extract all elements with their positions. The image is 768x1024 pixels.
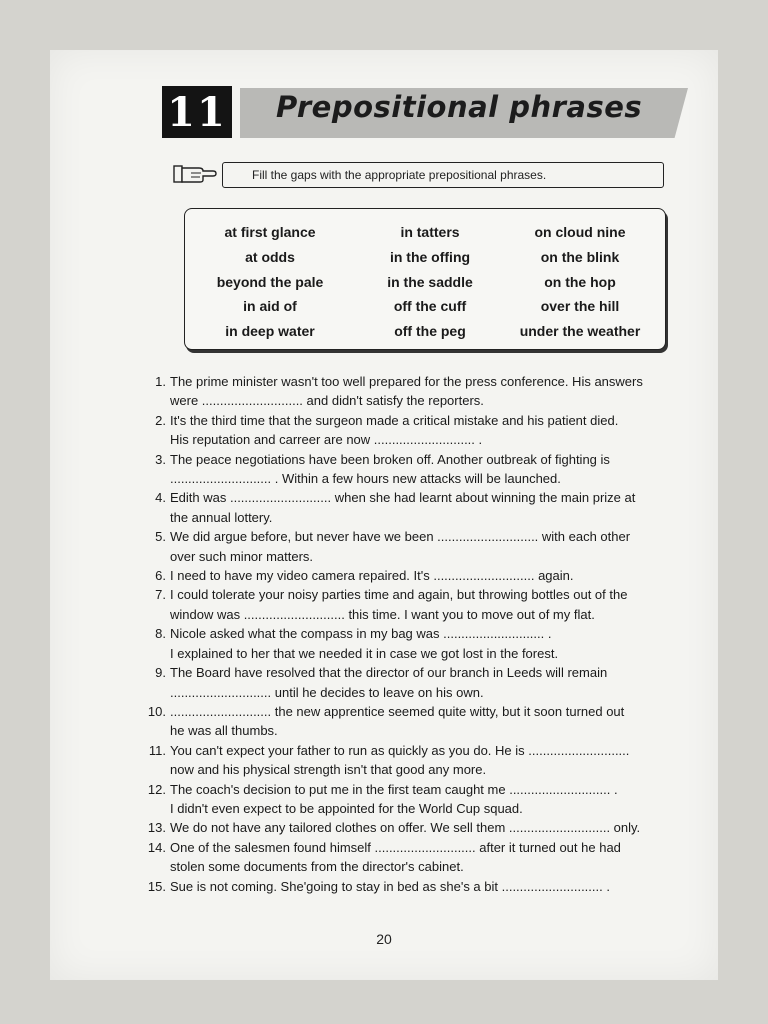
exercise-line: The Board have resolved that the director of our branch in Leeds will remain: [170, 665, 608, 681]
exercise-number: 9.: [155, 665, 166, 681]
phrase: at first glance: [224, 224, 316, 240]
exercise-item: [140, 702, 710, 741]
phrase-column-2: [350, 220, 510, 344]
unit-number-badge: 11: [162, 86, 232, 138]
exercise-line: window was ............................ this time. I want you to move out of my flat.: [170, 606, 595, 622]
exercise-line: You can't expect your father to run as quickly as you do. He is ............................: [170, 742, 630, 758]
exercise-item: [140, 372, 710, 411]
page-title: Prepositional phrases: [276, 90, 643, 124]
exercise-line: The peace negotiations have been broken off. Another outbreak of fighting is: [170, 451, 610, 467]
exercise-number: 4.: [155, 490, 166, 506]
exercise-line: We do not have any tailored clothes on offer. We sell them ............................ only.: [170, 820, 641, 836]
exercise-line: We did argue before, but never have we been ............................ with each other: [170, 529, 631, 545]
exercise-number: 2.: [155, 412, 166, 428]
exercise-line: The coach's decision to put me in the first team caught me ............................ .: [170, 781, 618, 797]
exercise-item: [140, 624, 710, 663]
phrase-column-1: [190, 220, 350, 344]
exercise-line: I explained to her that we needed it in case we got lost in the forest.: [170, 645, 559, 661]
exercise-line: I could tolerate your noisy parties time and again, but throwing bottles out of the: [170, 587, 628, 603]
phrase: on cloud nine: [534, 224, 626, 240]
exercise-line: he was all thumbs.: [170, 723, 278, 739]
exercise-line: the annual lottery.: [170, 509, 273, 525]
exercise-number: 3.: [155, 451, 166, 467]
exercise-item: [140, 566, 710, 585]
exercise-line: I didn't even expect to be appointed for the World Cup squad.: [170, 800, 523, 816]
exercise-item: [140, 488, 710, 527]
exercise-line: I need to have my video camera repaired. It's ............................ again.: [170, 568, 574, 584]
exercise-number: 7.: [155, 587, 166, 603]
exercise-line: now and his physical strength isn't that good any more.: [170, 762, 487, 778]
pointing-hand-icon: [173, 162, 219, 186]
exercise-item: [140, 450, 710, 489]
phrase: off the peg: [394, 323, 466, 340]
phrase: on the blink: [540, 248, 620, 265]
exercise-line: over such minor matters.: [170, 548, 314, 564]
exercise-number: 6.: [155, 568, 166, 584]
page-number: 20: [376, 931, 392, 947]
exercise-line: ............................ . Within a few hours new attacks will be launched.: [170, 471, 561, 487]
exercise-number: 5.: [155, 529, 166, 545]
phrase: on the hop: [544, 273, 616, 290]
exercise-item: [140, 818, 710, 837]
exercise-number: 1.: [155, 374, 166, 389]
phrase: beyond the pale: [216, 273, 324, 290]
phrase: at odds: [245, 248, 295, 265]
exercise-number: 8.: [155, 626, 166, 642]
phrase: in deep water: [225, 323, 315, 340]
exercise-item: [140, 838, 710, 877]
exercise-item: [140, 741, 710, 780]
phrase: in tatters: [400, 224, 460, 240]
exercise-item: [140, 877, 710, 896]
phrase: over the hill: [540, 298, 620, 315]
exercise-number: 11.: [148, 742, 166, 758]
exercise-line: were ............................ and didn't satisfy the reporters.: [170, 393, 484, 409]
exercise-line: Sue is not coming. She'going to stay in bed as she's a bit ............................ .: [170, 878, 610, 894]
exercise-item: [140, 585, 710, 624]
exercise-line: The prime minister wasn't too well prepared for the press conference. His answers: [170, 374, 643, 389]
phrase-column-3: [500, 220, 660, 344]
phrase: in the offing: [389, 248, 471, 265]
exercise-line: ............................ the new apprentice seemed quite witty, but it soon turned out: [170, 703, 625, 719]
exercise-item: [140, 780, 710, 819]
instruction-text: Fill the gaps with the appropriate prepositional phrases.: [252, 168, 547, 182]
worksheet-page: [50, 50, 718, 980]
exercise-item: [140, 527, 710, 566]
exercise-list: [140, 372, 710, 896]
exercise-number: 14.: [147, 839, 166, 855]
phrase: in the saddle: [387, 273, 473, 290]
exercise-line: One of the salesmen found himself ............................ after it turned out he had: [170, 839, 621, 855]
exercise-line: Edith was ............................ when she had learnt about winning the main prize at: [170, 490, 636, 506]
phrase: off the cuff: [393, 298, 467, 315]
exercise-line: Nicole asked what the compass in my bag was ............................ .: [170, 626, 552, 642]
exercise-line: It's the third time that the surgeon made a critical mistake and his patient died.: [170, 412, 619, 428]
exercise-line: stolen some documents from the director's cabinet.: [170, 859, 464, 875]
phrase: under the weather: [519, 323, 641, 340]
exercise-item: [140, 411, 710, 450]
exercise-line: His reputation and carreer are now ............................ .: [170, 432, 483, 448]
exercise-number: 12.: [147, 781, 166, 797]
exercise-item: [140, 663, 710, 702]
exercise-number: 10.: [147, 703, 166, 719]
exercise-number: 13.: [147, 820, 166, 836]
exercise-line: ............................ until he decides to leave on his own.: [170, 684, 484, 700]
phrase: in aid of: [243, 298, 297, 315]
exercise-number: 15.: [147, 878, 166, 894]
